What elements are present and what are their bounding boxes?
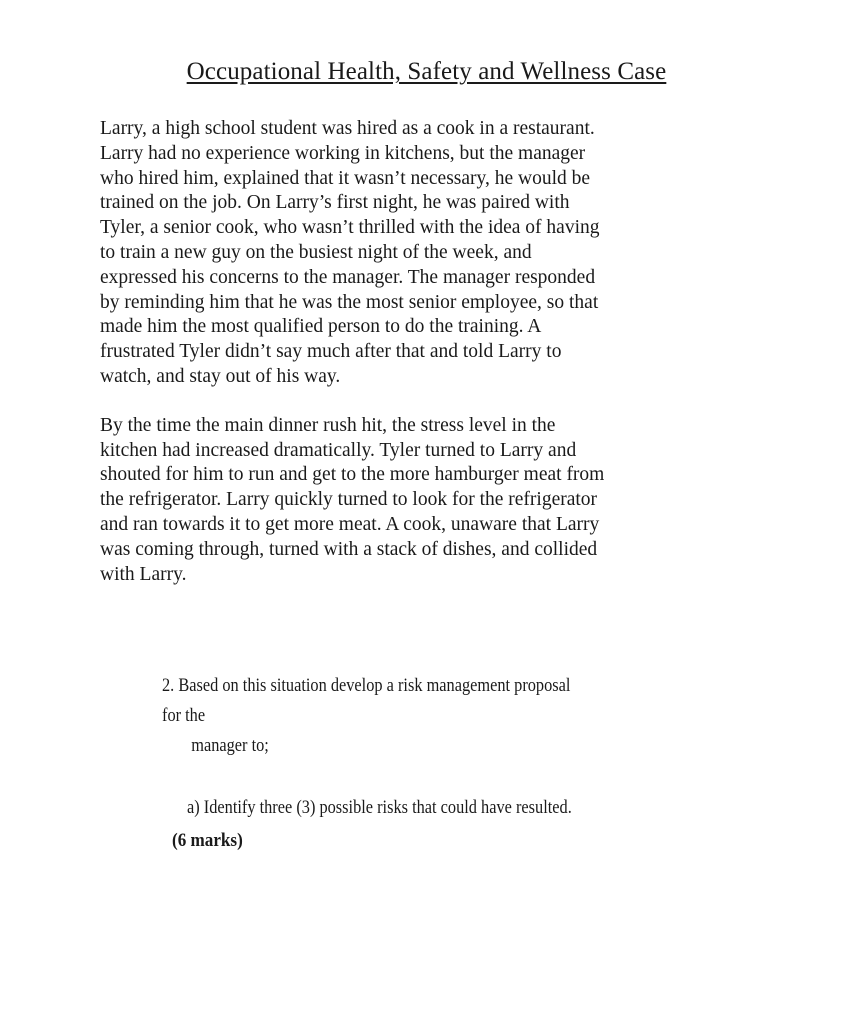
paragraph-line: kitchen had increased dramatically. Tyler turned to Larry and — [100, 439, 577, 461]
paragraph-line: made him the most qualified person to do the training. A — [100, 316, 542, 338]
paragraph-line: Larry had no experience working in kitchens, but the manager — [100, 142, 586, 164]
paragraph-line: the refrigerator. Larry quickly turned to look for the refrigerator — [100, 489, 598, 511]
question-line: for the — [162, 705, 206, 726]
paragraph-line: was coming through, turned with a stack of dishes, and collided — [100, 538, 598, 560]
paragraph-line: Tyler, a senior cook, who wasn’t thrilled with the idea of having — [100, 217, 600, 239]
paragraph-line: with Larry. — [100, 563, 187, 585]
paragraph-line: by reminding him that he was the most senior employee, so that — [100, 291, 599, 313]
paragraph-line: expressed his concerns to the manager. The manager responded — [100, 266, 596, 288]
sub-question-text: a) Identify three (3) possible risks that could have resulted. — [187, 797, 572, 818]
question-line: manager to; — [191, 735, 269, 756]
paragraph-line: to train a new guy on the busiest night of the week, and — [100, 241, 532, 263]
paragraph-line: frustrated Tyler didn’t say much after that and told Larry to — [100, 341, 562, 363]
page-title: Occupational Health, Safety and Wellness Case — [186, 58, 667, 85]
paragraph-line: Larry, a high school student was hired as a cook in a restaurant. — [100, 118, 595, 139]
sub-question-a — [187, 793, 727, 823]
question-line: 2. Based on this situation develop a risk management proposal — [162, 675, 571, 696]
paragraph-line: shouted for him to run and get to the more hamburger meat from — [100, 464, 605, 486]
case-description — [100, 117, 760, 587]
case-paragraph-1 — [100, 117, 760, 390]
paragraph-line: trained on the job. On Larry’s first night, he was paired with — [100, 192, 570, 214]
paragraph-line: and ran towards it to get more meat. A cook, unaware that Larry — [100, 513, 600, 535]
case-paragraph-2 — [100, 414, 760, 588]
question-2 — [162, 671, 722, 761]
marks-label: (6 marks) — [172, 830, 243, 851]
paragraph-line: watch, and stay out of his way. — [100, 365, 341, 387]
paragraph-line: who hired him, explained that it wasn’t necessary, he would be — [100, 167, 591, 189]
paragraph-line: By the time the main dinner rush hit, the stress level in the — [100, 414, 556, 436]
